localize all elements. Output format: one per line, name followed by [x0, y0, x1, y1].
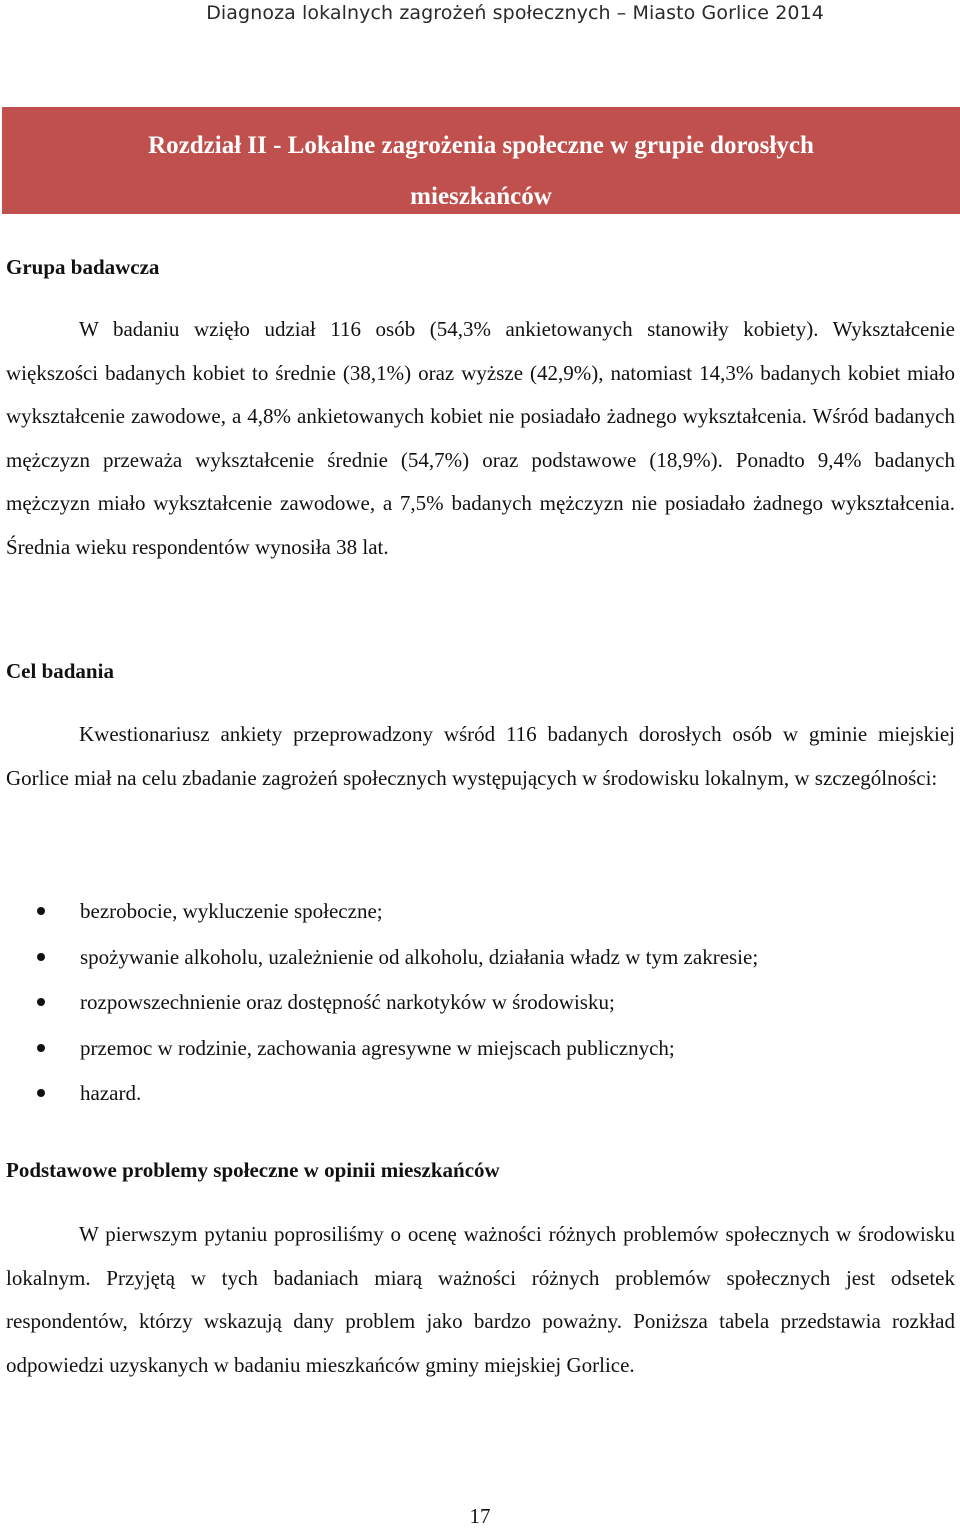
- section-heading-problems: Podstawowe problemy społeczne w opinii mieszkańców: [6, 1158, 500, 1182]
- section-heading-group: Grupa badawcza: [6, 255, 160, 279]
- bullet-icon: [37, 953, 45, 961]
- list-item-text: rozpowszechnienie oraz dostępność narkotyków w środowisku;: [80, 990, 615, 1014]
- chapter-title-banner: [2, 107, 960, 214]
- threats-list: [0, 890, 950, 1118]
- list-item-text: bezrobocie, wykluczenie społeczne;: [80, 899, 383, 923]
- chapter-title-line-1: Rozdział II - Lokalne zagrożenia społeczne w grupie dorosłych: [148, 132, 814, 159]
- chapter-title-line-2: mieszkańców: [410, 183, 552, 210]
- list-item-text: przemoc w rodzinie, zachowania agresywne w miejscach publicznych;: [80, 1035, 675, 1060]
- bullet-icon: [37, 1044, 45, 1052]
- list-item: [0, 1072, 950, 1118]
- list-item: [0, 1027, 950, 1073]
- section-heading-goal: Cel badania: [6, 659, 114, 683]
- list-item-text: spożywanie alkoholu, uzależnienie od alkoholu, działania władz w tym zakresie;: [80, 944, 759, 969]
- paragraph-problems: W pierwszym pytaniu poprosiliśmy o ocenę ważności różnych problemów społecznych w środowisku lokalnym. Przyjętą w tych badaniach miarą ważności różnych problemów społecznych jest odsetek respondentów, którzy wskazują dany problem jako bardzo poważny. Poniższa tabela przedstawia rozkład odpowiedzi uzyskanych w badaniu mieszkańców gminy miejskiej Gorlice.: [6, 1222, 955, 1377]
- list-item: [0, 981, 950, 1027]
- list-item: [0, 936, 950, 982]
- list-item: [0, 890, 950, 936]
- paragraph-group: W badaniu wzięło udział 116 osób (54,3% ankietowanych stanowiły kobiety). Wykształcenie większości badanych kobiet to średnie (38,1%) oraz wyższe (42,9%), natomiast 14,3% badanych kobiet miało wykształcenie zawodowe, a 4,8% ankietowanych kobiet nie posiadało żadnego wykształcenia. Wśród badanych mężczyzn przeważa wykształcenie średnie (54,7%) oraz podstawowe (18,9%). Ponadto 9,4% badanych mężczyzn miało wykształcenie zawodowe, a 7,5% badanych mężczyzn nie posiadało żadnego wykształcenia. Średnia wieku respondentów wynosiła 38 lat.: [6, 317, 955, 559]
- bullet-icon: [37, 907, 45, 915]
- list-item-text: hazard.: [80, 1081, 142, 1105]
- paragraph-goal: Kwestionariusz ankiety przeprowadzony wśród 116 badanych dorosłych osób w gminie miejskiej Gorlice miał na celu zbadanie zagrożeń społecznych występujących w środowisku lokalnym, w szczególności:: [6, 722, 955, 790]
- page-number: 17: [469, 1504, 491, 1528]
- bullet-icon: [37, 998, 45, 1006]
- running-header: Diagnoza lokalnych zagrożeń społecznych – Miasto Gorlice 2014: [206, 2, 824, 24]
- bullet-icon: [37, 1089, 45, 1097]
